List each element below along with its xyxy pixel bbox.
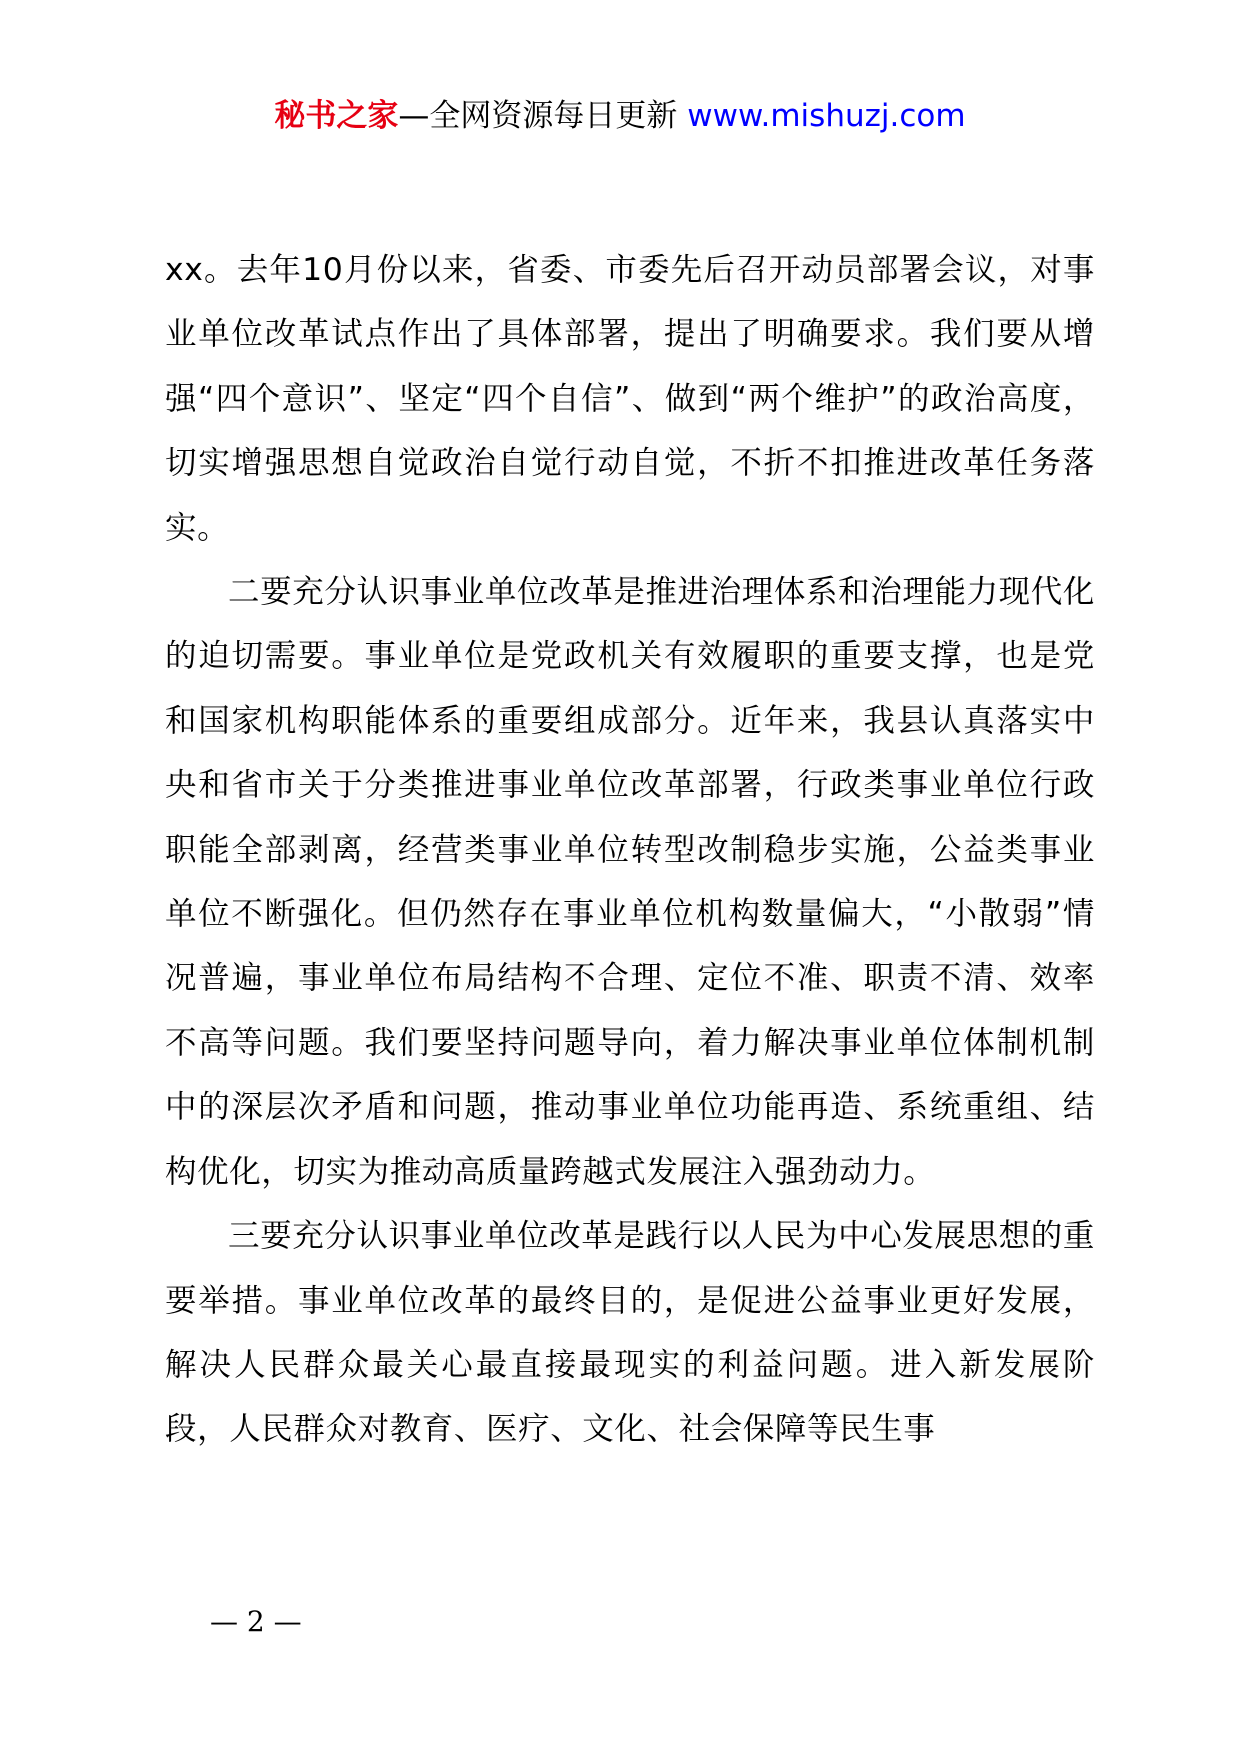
paragraph-3: 三要充分认识事业单位改革是践行以人民为中心发展思想的重要举措。事业单位改革的最终目的，是促进公益事业更好发展，解决人民群众最关心最直接最现实的利益问题。进入新发展阶段，人民群众对教育、医疗、文化、社会保障等民生事 bbox=[165, 1218, 1095, 1448]
site-brand: 秘书之家 bbox=[274, 98, 399, 134]
site-slogan: —全网资源每日更新 bbox=[398, 98, 688, 134]
site-header bbox=[0, 96, 1240, 136]
paragraph-1: xx。去年10月份以来，省委、市委先后召开动员部署会议，对事业单位改革试点作出了具体部署，提出了明确要求。我们要从增强“四个意识”、坚定“四个自信”、做到“两个维护”的政治高度，切实增强思想自觉政治自觉行动自觉，不折不扣推进改革任务落实。 bbox=[165, 252, 1095, 546]
site-url-link[interactable]: www.mishuzj.com bbox=[687, 98, 966, 134]
document-body bbox=[165, 238, 1095, 1462]
paragraph-2: 二要充分认识事业单位改革是推进治理体系和治理能力现代化的迫切需要。事业单位是党政机关有效履职的重要支撑，也是党和国家机构职能体系的重要组成部分。近年来，我县认真落实中央和省市关于分类推进事业单位改革部署，行政类事业单位行政职能全部剥离，经营类事业单位转型改制稳步实施，公益类事业单位不断强化。但仍然存在事业单位机构数量偏大，“小散弱”情况普遍，事业单位布局结构不合理、定位不准、职责不清、效率不高等问题。我们要坚持问题导向，着力解决事业单位体制机制中的深层次矛盾和问题，推动事业单位功能再造、系统重组、结构优化，切实为推动高质量跨越式发展注入强劲动力。 bbox=[165, 574, 1095, 1190]
page-number: — 2 — bbox=[210, 1605, 302, 1638]
